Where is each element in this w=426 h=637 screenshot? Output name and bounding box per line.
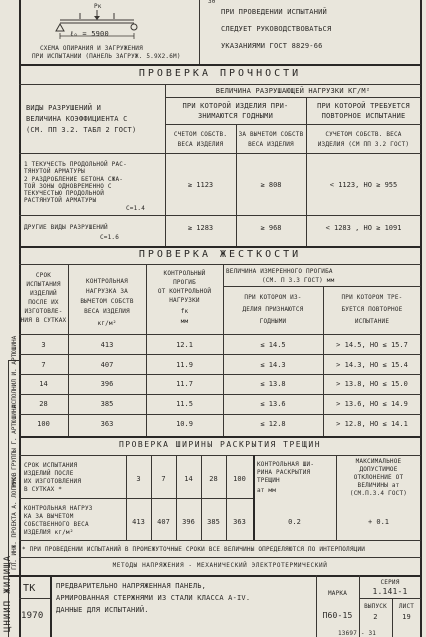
issue-value: 2 [373,613,378,621]
strength-sub1-2: ЗНИМАЮТСЯ ГОДНЫМИ [197,112,274,120]
strength-sub-line [165,97,421,98]
marka-value: П60-15 [322,611,353,620]
stiff-h2-3: ОТ КОНТРОЛЬНОЙ [157,288,212,295]
strength-row1-desc-2: ТЯНУТОЙ АРМАТУРЫ [24,168,85,175]
crack-day-5: 100 [233,475,246,483]
stiff-r2-c4: > 14.3, HO ≤ 15.4 [336,361,408,369]
title-block-series-line [359,598,421,599]
crack-w-label-4: aт мм [257,487,277,494]
panel-description-2: АРМИРОВАННАЯ СТЕРЖНЯМИ ИЗ СТАЛИ КЛАССА А-IV. [56,594,251,602]
stiff-row-line-2 [19,374,421,375]
stiff-h2-4: НАГРУЗКИ [169,297,200,304]
title-block-tk-line [19,598,50,599]
stiff-r5-c4: > 12.8, HO ≤ 14.1 [336,420,408,428]
stiff-h0-4: ПОСЛЕ ИХ [28,299,59,306]
tk-label: ТК [23,583,36,594]
strength-sub1a-1: СЧЕТОМ СОБСТВ. [173,131,228,138]
strength-row2-v3: < 1283 , HO ≥ 1091 [325,224,402,232]
stiff-r2-c1: 407 [100,361,114,369]
strength-row1-desc-6: РАСТЯНУТОЙ АРМАТУРЫ [24,197,97,204]
stiff-h1-4: ВЕСА ИЗДЕЛИЯ [84,308,130,315]
stiff-row-line-3 [19,394,421,395]
span-label: ℓₒ = 5900 [70,30,109,38]
crack-v2 [176,455,177,540]
strength-row1-bottom [19,215,421,216]
crack-v5 [253,455,255,540]
bottom-code: 13697 - 31 [338,630,377,637]
stiff-r3-c1: 396 [100,380,114,388]
strength-sub2-2: ПОВТОРНОЕ ИСПЫТАНИЕ [321,112,406,120]
stiff-h0-5: ИЗГОТОВЛЕ- [24,308,63,315]
strength-sub1b-1: ЗА ВЫЧЕТОМ СОБСТВ [238,131,304,138]
strength-col0-3: (СМ. ПП 3.2. ТАБЛ 2 ГОСТ) [26,126,137,134]
header-note-3: УКАЗАНИЯМИ ГОСТ 8829-66 [221,42,323,50]
stiff-r4-c2: 11.5 [176,400,193,408]
title-block-v2 [316,575,317,637]
strength-row2-desc-2: C=1.6 [100,234,120,241]
header-divider [199,0,200,64]
crack-load-3: 396 [182,518,195,526]
stamp-2: РУК. ГРУППЫ Г. АРТЮШИНА [11,404,18,488]
stiff-h3a-3: ГОДНЫМИ [259,318,287,325]
strength-col0-1: ВИДЫ РАЗРУШЕНИЙ И [26,104,102,112]
crack-r2-label-1: КОНТРОЛЬНАЯ НАГРУЗ [24,505,93,512]
stiff-r2-c0: 7 [41,361,46,369]
panel-description-1: ПРЕДВАРИТЕЛЬНО НАПРЯЖЕННАЯ ПАНЕЛЬ, [56,582,207,590]
stiff-r3-c4: > 13.8, HO ≤ 15.0 [336,380,408,388]
stiff-r5-c0: 100 [37,420,50,428]
crack-v3 [201,455,202,540]
issue-label: ВЫПУСК [364,603,387,610]
stiff-r4-c0: 28 [39,400,48,408]
stiff-h3a-2: ДЕЛИЯ ПРИЗНАЮТСЯ [242,306,304,313]
stiff-r3-c0: 14 [39,380,48,388]
stiff-h1-5: кг/м² [97,320,117,327]
crack-r2-label-2: КА ЗА ВЫЧЕТОМ [24,513,74,520]
strength-row1-desc-4: ТОЙ ЗОНЫ ОДНОВРЕМЕННО С [24,183,112,190]
crack-v4 [226,455,227,540]
strength-row1-desc-3: 2 РАЗДРОБЛЕНИЕ БЕТОНА СЖА- [24,176,124,183]
crack-load-1: 413 [132,518,145,526]
stiff-r5-c3: ≤ 12.8 [260,420,286,428]
stiff-r1-c2: 12.1 [176,341,193,349]
strength-row2-v2: ≥ 968 [260,224,282,232]
stiff-row-line-1 [19,354,421,355]
strength-header-bottom [19,153,421,154]
stiff-r1-c0: 3 [41,341,46,349]
stiff-h0-6: НИЯ В СУТКАХ [20,317,67,324]
crack-dev-label-3: ОТКЛОНЕНИЕ ОТ [353,474,404,481]
stiff-r3-c2: 11.7 [176,380,193,388]
scheme-caption-2: ПРИ ИСПЫТАНИИ (ПАНЕЛЬ ЗАГРУЖ. 5.9Х2.6М) [32,53,181,60]
stiff-h0-2: ИСПЫТАНИЯ [26,281,61,288]
strength-sub2-1: ПРИ КОТОРОЙ ТРЕБУЕТСЯ [317,102,410,110]
stiff-h0-3: ИЗДЕЛИЙ [30,290,57,297]
crack-r2-label-3: СОБСТВЕННОГО ВЕСА [24,521,89,528]
strength-sub1a-2: ВЕСА ИЗДЕЛИЯ [177,141,224,148]
strength-row2-desc-1: ДРУГИЕ ВИДЫ РАЗРУШЕНИЙ [24,224,108,231]
strength-sub2-line [165,124,421,125]
stamp-1: ГЛ. ИНЖ. ПРОЕКТА А. ЛОГИНОВ [11,472,18,570]
crack-r1-label-1: СРОК ИСПЫТАНИЯ [24,462,78,469]
stiff-r3-c3: ≤ 13.8 [260,380,286,388]
crack-dev-label-1: МАКСИМАЛЬНОЕ [355,458,402,465]
crack-bottom [19,540,421,541]
strength-row1-v3: < 1123, HO ≥ 955 [329,181,398,189]
crack-load-2: 407 [157,518,170,526]
crack-r2-label-4: ИЗДЕЛИЯ кг/м² [24,529,74,536]
strength-top [19,64,421,66]
stiff-h1-3: ВЫЧЕТОМ СОБСТВ [80,298,134,305]
strength-row1-v1: ≥ 1123 [187,181,214,189]
load-label: Рк [94,3,102,10]
crack-r1-label-2: ИЗДЕЛИЙ ПОСЛЕ [24,470,74,477]
sheet-value: 19 [402,613,411,621]
method-line: МЕТОДЫ НАПРЯЖЕНИЯ - МЕХАНИЧЕСКИЙ ЭЛЕКТРОТЕРМИЧЕСКИЙ [112,562,328,569]
crack-v1 [151,455,152,540]
crack-load-4: 385 [207,518,220,526]
crack-r1-label-3: ИХ ИЗГОТОВЛЕНИЯ [24,478,82,485]
crack-dev-label-2: ДОПУСТИМОЕ [359,466,398,473]
strength-sub1b-2: ВЕСА ИЗДЕЛИЯ [248,141,294,148]
stiff-r5-c2: 10.9 [176,420,193,428]
crack-top [19,436,421,438]
stiff-h2-1: КОНТРОЛЬНЫЙ [163,270,206,277]
crack-day-4: 28 [209,475,218,483]
stiff-h3c-2: БУЕТСЯ ПОВТОРНОЕ [341,306,403,313]
stiff-r4-c4: > 13.6, HO ≤ 14.9 [336,400,408,408]
crack-load-5: 363 [233,518,246,526]
stiff-h3b: (СМ. П 3.3 ГОСТ) мм [262,277,335,284]
marka-label: МАРКА [327,590,348,597]
stiffness-title-bottom [19,264,421,265]
crack-row-line [19,498,253,499]
stiff-h3c-1: ПРИ КОТОРОМ ТРЕ- [341,294,403,301]
series-label: СЕРИЯ [380,579,400,586]
crack-dev-value: + 0.1 [367,518,390,526]
crack-w-label-2: РИНА РАСКРЫТИЯ [257,469,311,476]
crack-w-label-1: КОНТРОЛЬНАЯ ШИ- [257,461,315,468]
stiff-h1-1: КОНТРОЛЬНАЯ [86,278,128,285]
strength-title: ПРОВЕРКА ПРОЧНОСТИ [138,68,302,79]
footnote: * ПРИ ПРОВЕДЕНИИ ИСПЫТАНИЙ В ПРОМЕЖУТОЧНЫЕ СРОКИ ВСЕ ВЕЛИЧИНЫ ОПРЕДЕЛЯЮТСЯ ПО ИНТЕРПОЛЯЦИИ [22,546,366,553]
strength-load-header: ВЕЛИЧИНА РАЗРУШАЮЩЕЙ НАГРУЗКИ КГ/М² [215,87,371,95]
strength-row1-desc-1: 1 ТЕКУЧЕСТЬ ПРОДОЛЬНОЙ РАС- [24,161,127,168]
panel-description-3: ДАННЫЕ ДЛЯ ИСПЫТАНИЙ. [56,606,149,614]
crack-dev-label-4: ВЕЛИЧИНЫ aт [357,482,400,489]
stiff-h0-1: СРОК [35,272,52,279]
top-number: 30 [208,0,216,5]
crack-w-value: 0.2 [288,518,301,526]
series-value: 1.141-1 [372,587,408,596]
crack-v0 [126,455,127,540]
stiff-h3: ВЕЛИЧИНА ИЗМЕРЕННОГО ПРОГИБА [226,268,333,275]
title-block-v1 [50,575,52,637]
crack-w-label-3: ТРЕЩИН [257,477,280,484]
header-note-2: СЛЕДУЕТ РУКОВОДСТВОВАТЬСЯ [221,25,332,33]
strength-row1-desc-5: ТЕКУЧЕСТЬЮ ПРОДОЛЬНОЙ [24,190,105,197]
strength-col0-2: ВЕЛИЧИНА КОЭФФИЦИЕНТА C [26,115,128,123]
year-label: 1970 [21,611,44,621]
strength-row1-desc-7: C=1.4 [126,205,146,212]
stiff-h3a-1: ПРИ КОТОРОМ ИЗ- [244,294,302,301]
scheme-caption-1: СХЕМА ОПИРАНИЯ И ЗАГРУЖЕНИЯ [40,45,143,52]
crack-title: ПРОВЕРКА ШИРИНЫ РАСКРЫТИЯ ТРЕЩИН [118,440,322,449]
stiff-r4-c3: ≤ 13.6 [260,400,286,408]
stiff-r4-c1: 385 [100,400,114,408]
strength-sub2a-1: СУЧЕТОМ СОБСТВ. ВЕСА [325,131,402,138]
header-note-1: ПРИ ПРОВЕДЕНИИ ИСПЫТАНИЙ [221,8,327,16]
sheet-label: ЛИСТ [398,603,415,610]
stiff-r1-c1: 413 [100,341,114,349]
stiff-r2-c3: ≤ 14.3 [260,361,286,369]
stiff-r5-c1: 363 [100,420,114,428]
strength-title-bottom [19,84,421,85]
stiffness-top [19,246,421,248]
stiff-r2-c2: 11.9 [176,361,193,369]
stiff-r1-c4: > 14.5, HO ≤ 15.7 [336,341,408,349]
stiffness-title: ПРОВЕРКА ЖЕСТКОСТИ [138,249,302,260]
stiff-row-line-4 [19,414,421,415]
crack-day-3: 14 [184,475,193,483]
strength-sub2a-2: ИЗДЕЛИЯ (СМ ПП 3.2 ГОСТ) [317,141,410,148]
stiff-r1-c3: ≤ 14.5 [260,341,286,349]
crack-r1-label-4: В СУТКАХ * [24,486,63,493]
stiff-h2-2: ПРОГИБ [173,279,196,286]
strength-sub1-1: ПРИ КОТОРОЙ ИЗДЕЛИЯ ПРИ- [182,102,289,110]
stiff-h1-2: НАГРУЗКА ЗА [86,288,128,295]
stamp-3: ИСПОЛНИЛ И. АРТЮШИНА [11,335,18,408]
crack-day-1: 3 [136,475,141,483]
stiff-header-bottom [19,334,421,335]
stiff-h2-6: мм [180,318,189,325]
strength-row1-v2: ≥ 808 [260,181,282,189]
stiff-sub-line [223,286,421,287]
footnote-bottom [19,557,421,558]
stiff-col2-line [223,264,224,436]
crack-day-2: 7 [161,475,166,483]
stiff-h2-5: fк [180,308,189,315]
strength-row2-v1: ≥ 1283 [187,224,214,232]
org-label: ЦНИИП ЖИЛИЩА [3,554,13,632]
crack-title-bottom [19,455,421,456]
stiff-h3c-3: ИСПЫТАНИЕ [354,318,390,325]
crack-dev-label-5: (СМ.П.3.4 ГОСТ) [349,490,408,497]
